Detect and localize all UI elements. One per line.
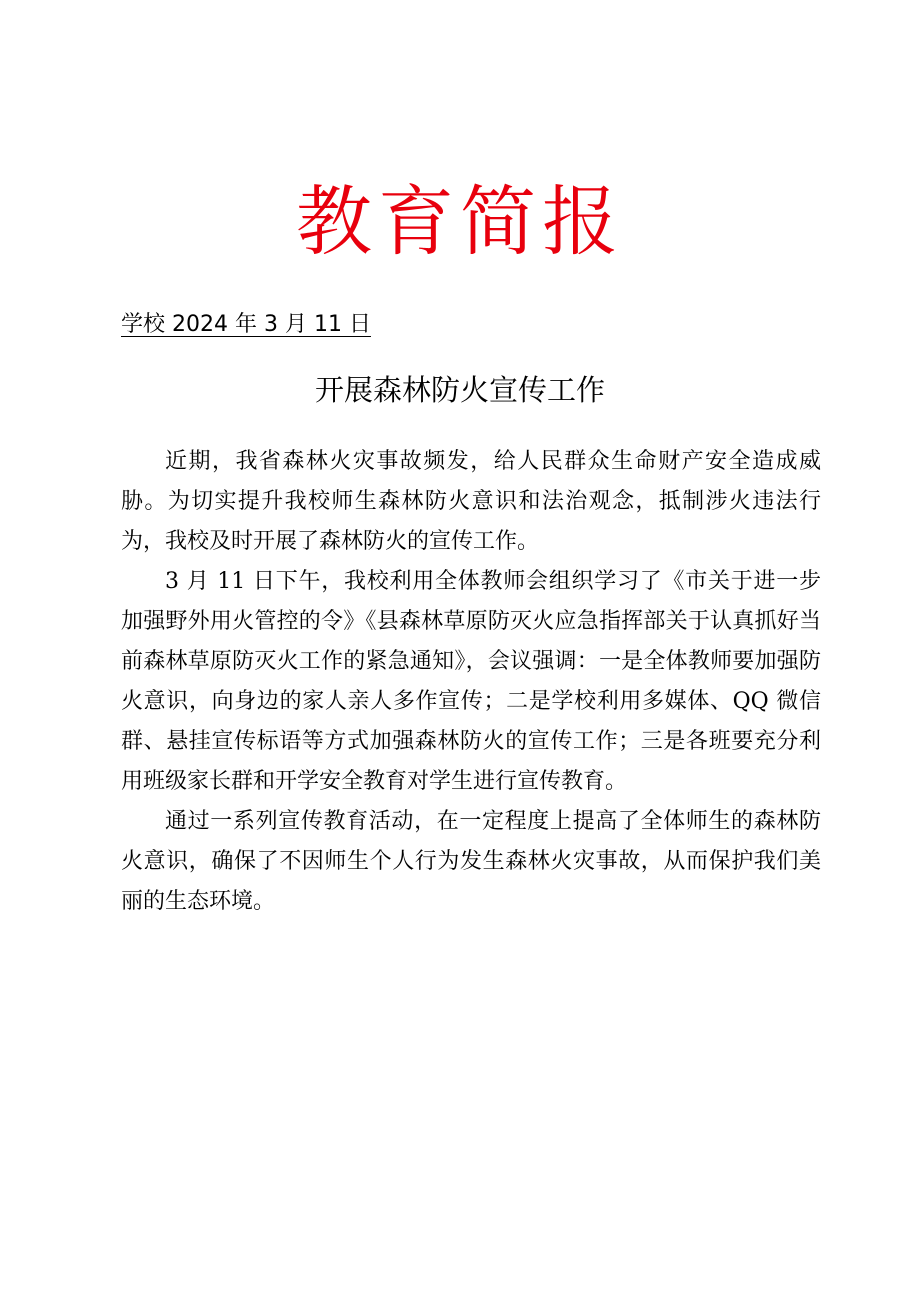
bulletin-title: 教育简报 [296,177,624,266]
article-paragraph: 3 月 11 日下午，我校利用全体教师会组织学习了《市关于进一步加强野外用火管控的令》《县森林草原防灭火应急指挥部关于认真抓好当前森林草原防灭火工作的紧急通知》，会议强调：一是全体教师要加强防火意识，向身边的家人亲人多作宣传；二是学校利用多媒体、QQ 微信群、悬挂宣传标语等方式加强森林防火的宣传工作；三是各班要充分利用班级家长群和开学安全教育对学生进行宣传教育。 [121,569,821,794]
article-paragraph: 近期，我省森林火灾事故频发，给人民群众生命财产安全造成威胁。为切实提升我校师生森林防火意识和法治观念，抵制涉火违法行为，我校及时开展了森林防火的宣传工作。 [121,449,821,554]
article-headline: 开展森林防火宣传工作 [314,373,605,407]
article-body [121,442,821,922]
article-paragraph: 通过一系列宣传教育活动，在一定程度上提高了全体师生的森林防火意识，确保了不因师生个人行为发生森林火灾事故，从而保护我们美丽的生态环境。 [121,809,821,914]
dateline: 学校 2024 年 3 月 11 日 [121,312,371,337]
